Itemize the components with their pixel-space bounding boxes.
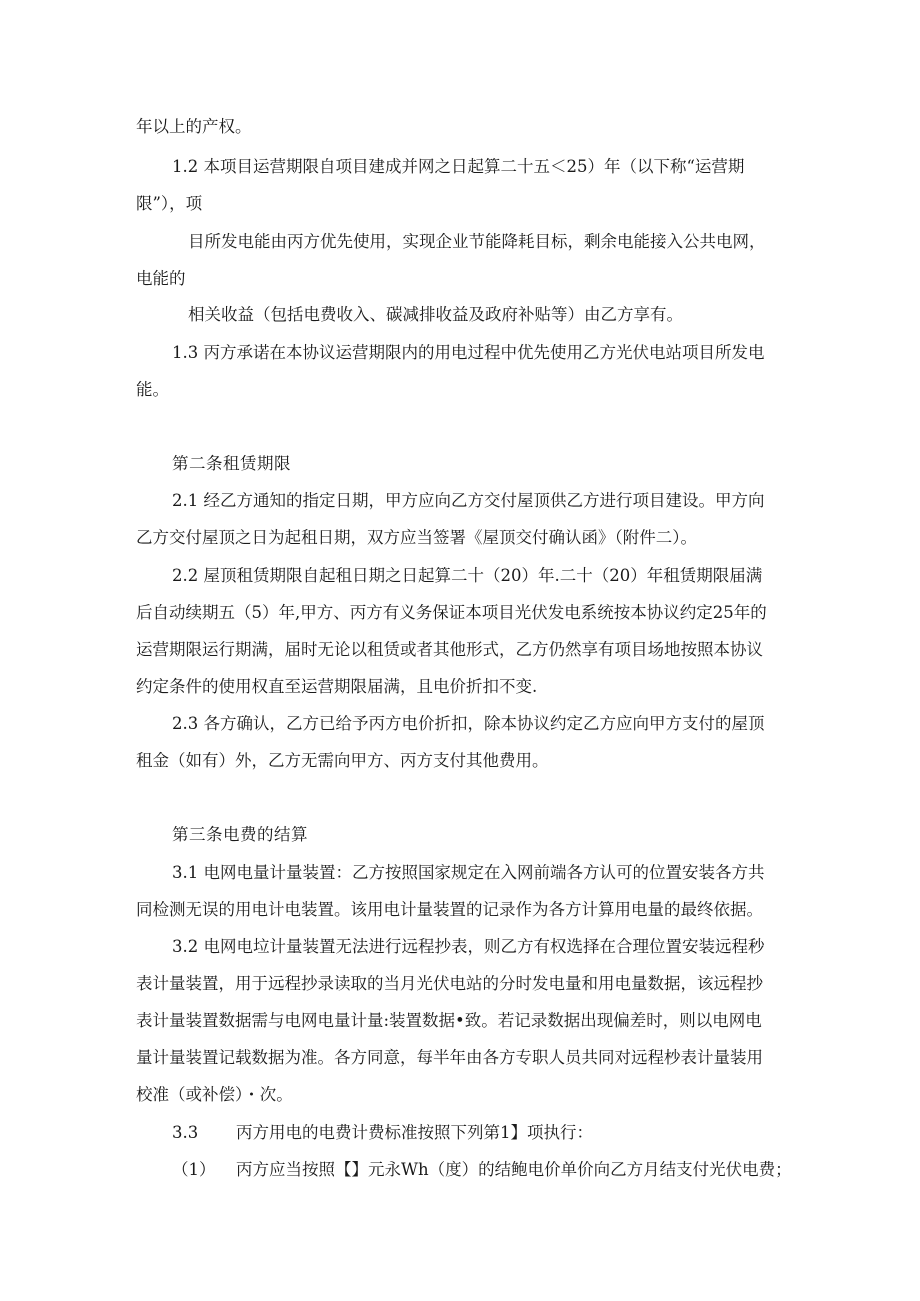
paragraph-line: 限”），项 bbox=[136, 194, 203, 213]
paragraph-line: 2.1 经乙方通知的指定日期，甲方应向乙方交付屋顶供乙方进行项目建设。甲方向 bbox=[172, 491, 765, 510]
paragraph-line: 3.2 电网电垃计量装置无法进行远程抄表，则乙方有权选择在合理位置安装远程秒 bbox=[172, 937, 765, 956]
paragraph-line: 乙方交付屋顶之日为起租日期，双方应当签署《屋顶交付确认函》（附件二）。 bbox=[136, 528, 697, 547]
paragraph-line: 量计量装置记载数据为准。各方同意，每半年由各方专职人员共同对远程杪表计量装用 bbox=[136, 1048, 763, 1067]
paragraph-line: 2.2 屋顶租赁期限自起租日期之日起算二十（20）年.二十（20）年租赁期限届满 bbox=[172, 566, 763, 585]
paragraph-line: 年以上的产权。 bbox=[136, 117, 252, 136]
paragraph-line: 表计量装置，用于远程抄录读取的当月光伏电站的分时发电量和用电量数据，该远程抄 bbox=[136, 974, 763, 993]
paragraph-line: 3.1 电网电量计量装置：乙方按照国家规定在入网前端各方认可的位置安装各方共 bbox=[172, 863, 765, 882]
paragraph-line: 租金（如有）外，乙方无需向甲方、丙方支付其他费用。 bbox=[136, 751, 549, 770]
paragraph-line: 1.2 本项目运营期限自项目建成并网之日起算二十五＜25）年（以下称“运营期 bbox=[172, 157, 745, 176]
paragraph-line: 表计量装置数据需与电网电量计量:装置数据•致。若记录数据出现偏差时，则以电网电 bbox=[136, 1011, 762, 1030]
paragraph-line: 同检测无误的用电计电装置。该用电计量装置的记录作为各方计算用电量的最终依据。 bbox=[136, 900, 763, 919]
item-number: （1） bbox=[172, 1160, 216, 1179]
paragraph-line: 丙方应当按照【】元永Wh（度）的结鲍电价单价向乙方月结支付光伏电费； bbox=[236, 1160, 792, 1179]
paragraph-line: 后自动续期五（5）年,甲方、丙方有义务保证本项目光伏发电系统按本协议约定25年的 bbox=[136, 603, 767, 622]
paragraph-line: 目所发电能由丙方优先使用，实现企业节能降耗目标，剩余电能接入公共电网， bbox=[188, 232, 766, 251]
paragraph-line: 相关收益（包括电费收入、碳减排收益及政府补贴等）由乙方享有。 bbox=[188, 305, 683, 324]
paragraph-line: 能。 bbox=[136, 380, 169, 399]
paragraph-line: 2.3 各方确认，乙方已给予丙方电价折扣，除本协议约定乙方应向甲方支付的屋顶 bbox=[172, 714, 765, 733]
section-heading: 第二条租赁期限 bbox=[172, 454, 291, 473]
clause-number: 3.3 bbox=[172, 1123, 199, 1142]
paragraph-line: 1.3 丙方承诺在本协议运营期限内的用电过程中优先使用乙方光伏电站项目所发电 bbox=[172, 343, 765, 362]
paragraph-line: 约定条件的使用权直至运营期限届满，且电价折扣不变. bbox=[136, 677, 538, 696]
paragraph-line: 运营期限运行期满，届时无论以租赁或者其他形式，乙方仍然享有项目场地按照本协议 bbox=[136, 640, 763, 659]
paragraph-line: 电能的 bbox=[136, 269, 186, 288]
section-heading: 第三条电费的结算 bbox=[172, 825, 308, 844]
paragraph-line: 校准（或补偿）・次。 bbox=[136, 1085, 293, 1104]
paragraph-line: 丙方用电的电费计费标准按照下列第1】项执行： bbox=[236, 1123, 593, 1142]
